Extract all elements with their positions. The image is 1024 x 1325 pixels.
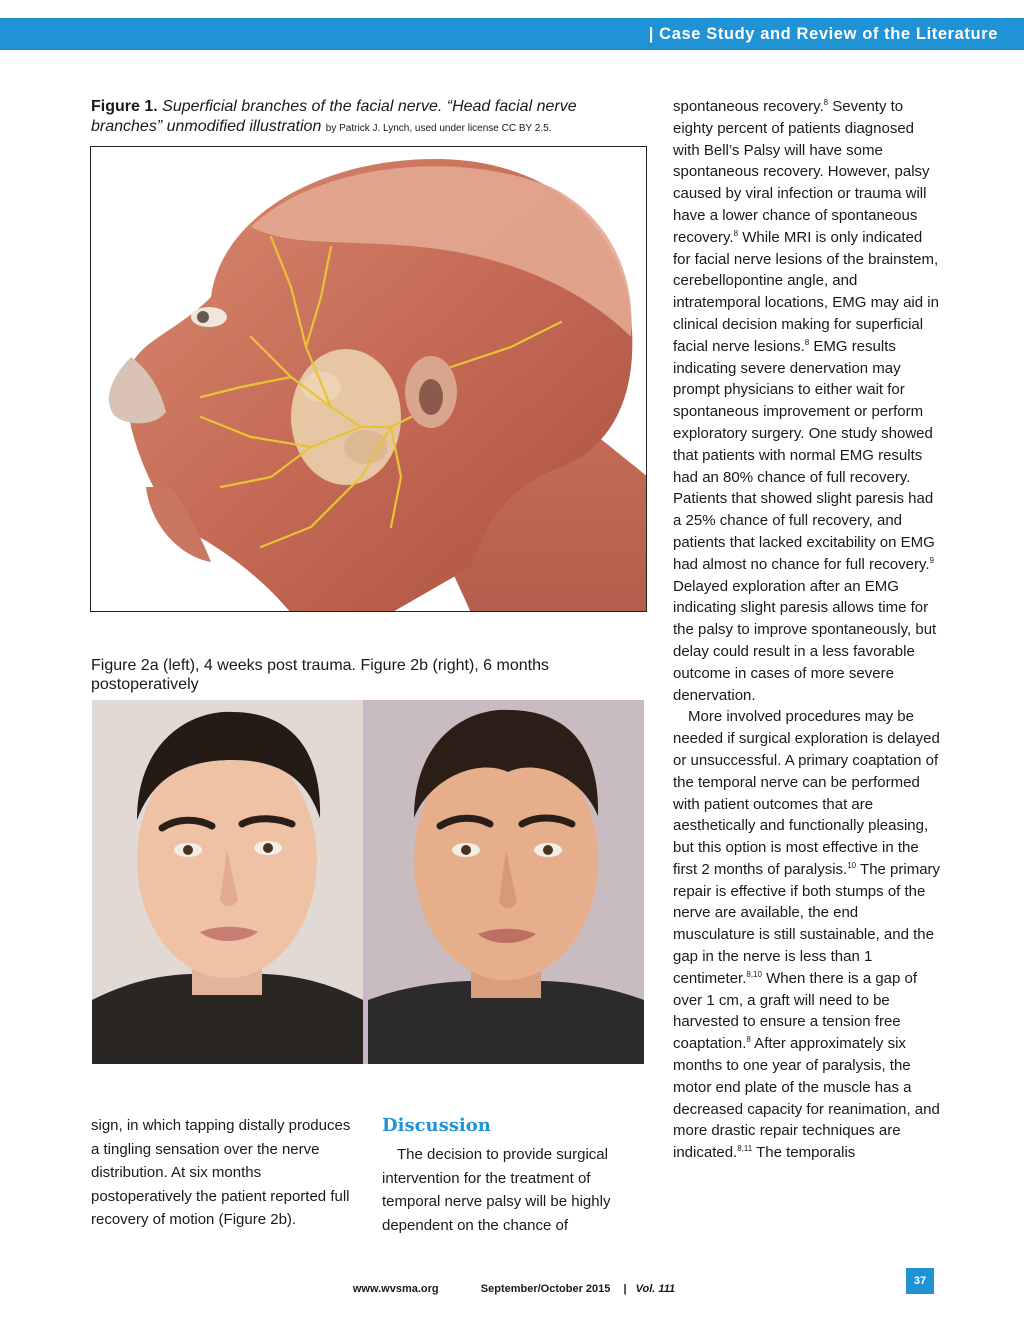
figure1-illustration	[90, 146, 647, 612]
column1-text: sign, in which tapping distally produces a tingling sensation over the nerve distribution. At six months postoperatively the patient reported full recovery of motion (Figure 2b).	[91, 1117, 351, 1228]
figure1-caption-text: Superficial branches of the facial nerve. “Head facial nerve branches” unmodified illustration	[91, 98, 577, 135]
column3-paragraph-1: spontaneous recovery.$^8$ Seventy to eighty percent of patients diagnosed with Bell’s Palsy will have some spontaneous recovery. However, palsy caused by viral infection or trauma will have a lower chance of spontaneous recovery.$^8$ While MRI is only indicated for facial nerve lesions of the brainstem, cerebellopontine angle, and intratemporal locations, EMG may aid in clinical decision making for superficial facial nerve lesions.$^8$ EMG results indicating severe denervation may prompt physicians to either wait for spontaneous improvement or perform exploratory surgery. One study showed that patients with normal EMG results had an 80% chance of full recovery. Patients that showed slight paresis had a 25% chance of full recovery, and patients that lacked excitability on EMG had almost no chance for full recovery.$^9$ Delayed exploration after an EMG indicating slight paresis allows time for the palsy to improve spontaneously, but delay could result in a less favorable outcome in cases of more severe denervation.	[673, 98, 939, 704]
discussion-section	[382, 1114, 652, 1237]
discussion-heading: Discussion	[382, 1115, 491, 1136]
header-band	[0, 18, 1024, 50]
photo-4-weeks-post-trauma	[92, 700, 363, 1064]
facial-nerve-anatomy-illustration	[91, 147, 647, 612]
figure2-photos	[92, 700, 644, 1064]
page-number: 37	[906, 1268, 934, 1294]
footer-volume: Vol. 111	[635, 1283, 676, 1295]
column3-paragraph-2: More involved procedures may be needed if surgical exploration is delayed or unsuccessful. A primary coaptation of the temporal nerve can be performed with patient outcomes that are aesthetically and functionally pleasing, but this option is most effective in the first 2 months of paralysis.$^{10}$ The primary repair is effective if both stumps of the nerve are available, the end musculature is still sustainable, and the gap in the nerve is less than 1 centimeter.$^{8,10}$ When there is a gap of over 1 cm, a graft will need to be harvested to ensure a tension free coaptation.$^8$ After approximately six months to one year of paralysis, the motor end plate of the muscle has a decreased capacity for reanimation, and more drastic repair techniques are indicated.$^{8,11}$ The temporalis	[673, 708, 941, 1162]
face-photo-left	[92, 700, 363, 1064]
figure1-credit: by Patrick J. Lynch, used under license CC BY 2.5.	[325, 123, 552, 134]
footer-issue: September/October 2015	[480, 1283, 611, 1295]
column3	[673, 96, 943, 1164]
figure2-caption: Figure 2a (left), 4 weeks post trauma. Figure 2b (right), 6 months postoperatively	[91, 657, 549, 693]
section-title: | Case Study and Review of the Literature	[648, 25, 998, 43]
photo-6-months-postoperatively	[368, 700, 644, 1064]
discussion-text: The decision to provide surgical intervention for the treatment of temporal nerve palsy will be highly dependent on the chance of	[382, 1146, 611, 1234]
face-photo-right	[368, 700, 644, 1064]
footer-website: www.wvsma.org	[352, 1283, 439, 1295]
figure1-caption	[91, 97, 651, 139]
footer-separator: |	[623, 1283, 627, 1295]
footer	[0, 1283, 1024, 1295]
figure1-label: Figure 1.	[91, 98, 158, 115]
